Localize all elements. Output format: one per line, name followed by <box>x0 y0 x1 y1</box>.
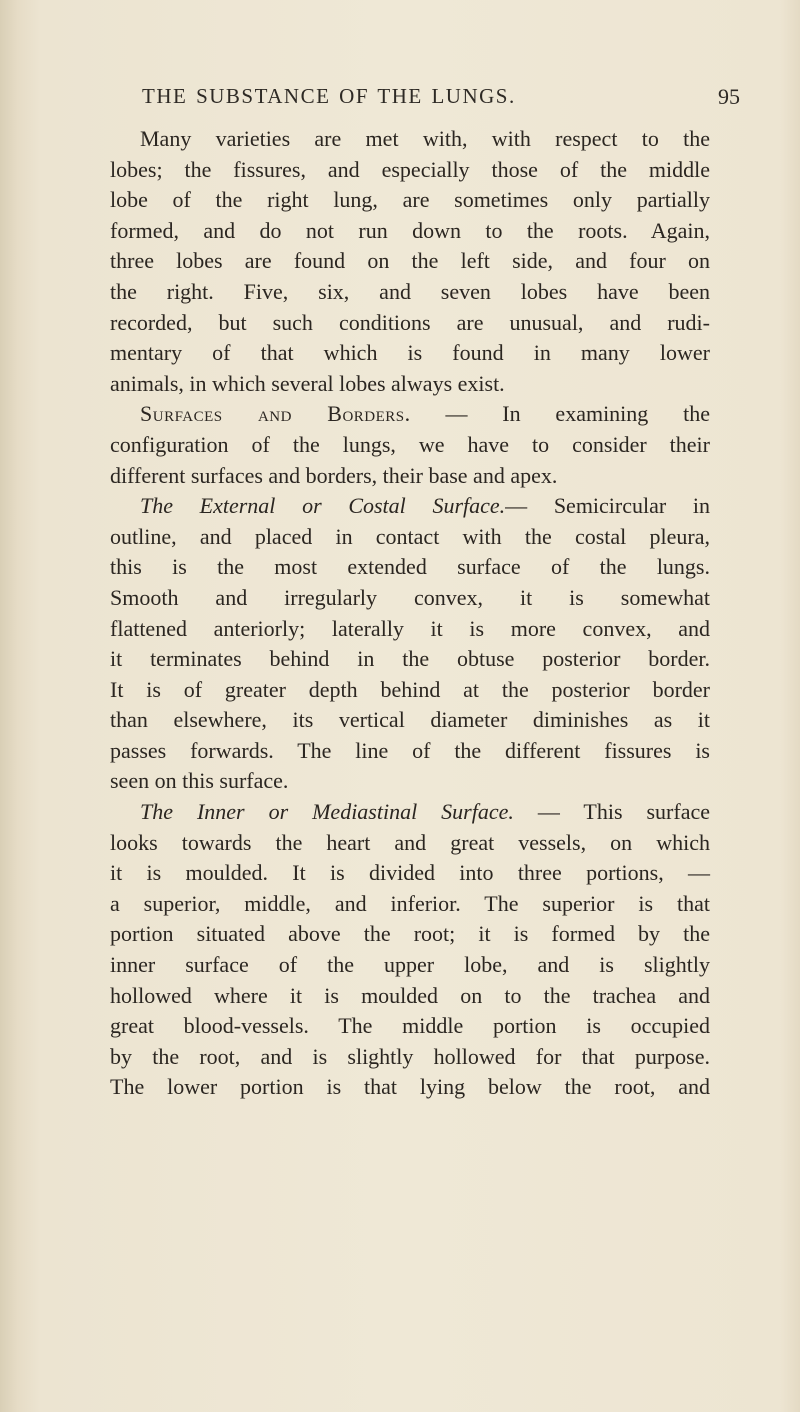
text-line: three lobes are found on the left side, and four on <box>110 248 710 274</box>
text-line: mentary of that which is found in many lower <box>110 340 710 366</box>
text-line: lobes; the fissures, and especially those of the middle <box>110 156 710 182</box>
text-line: configuration of the lungs, we have to consider their <box>110 431 710 457</box>
text-line: the right. Five, six, and seven lobes have been <box>110 278 710 304</box>
subsection-heading: The External or Costal Surface. <box>140 493 506 519</box>
text-line: It is of greater depth behind at the posterior border <box>110 676 710 702</box>
text-run: — In examining the <box>410 401 710 427</box>
text-run: — Semicircular in <box>505 493 710 519</box>
text-line: hollowed where it is moulded on to the trachea and <box>110 982 710 1008</box>
text-line: flattened anteriorly; laterally it is more convex, and <box>110 615 710 641</box>
text-line: a superior, middle, and inferior. The superior is that <box>110 890 710 916</box>
text-line: looks towards the heart and great vessels, on which <box>110 829 710 855</box>
body-text <box>110 124 710 1103</box>
text-line <box>110 797 710 828</box>
text-line: outline, and placed in contact with the costal pleura, <box>110 523 710 549</box>
running-head <box>120 84 740 116</box>
text-line: it is moulded. It is divided into three portions, — <box>110 860 710 886</box>
text-line: lobe of the right lung, are sometimes only partially <box>110 187 710 213</box>
text-line: recorded, but such conditions are unusual, and rudi- <box>110 309 710 335</box>
subsection-heading: The Inner or Mediastinal Surface. <box>140 799 514 825</box>
running-title: THE SUBSTANCE OF THE LUNGS. <box>142 84 516 108</box>
text-line: than elsewhere, its vertical diameter diminishes as it <box>110 707 710 733</box>
text-line: passes forwards. The line of the different fissures is <box>110 737 710 763</box>
text-line: animals, in which several lobes always exist. <box>110 370 505 396</box>
text-line: formed, and do not run down to the roots. Again, <box>110 217 710 243</box>
text-line <box>110 491 710 522</box>
text-line: Many varieties are met with, with respect to the <box>140 126 710 151</box>
page-number: 95 <box>718 84 740 109</box>
text-line <box>110 399 710 430</box>
text-line: it terminates behind in the obtuse posterior border. <box>110 646 710 672</box>
text-line: this is the most extended surface of the lungs. <box>110 554 710 580</box>
text-line: seen on this surface. <box>110 768 289 794</box>
text-line: Smooth and irregularly convex, it is somewhat <box>110 584 710 610</box>
section-heading: Surfaces and Borders. <box>140 401 411 427</box>
text-line: portion situated above the root; it is formed by the <box>110 921 710 947</box>
text-run: — This surface <box>513 799 710 825</box>
text-line: great blood-vessels. The middle portion is occupied <box>110 1013 710 1039</box>
text-line: inner surface of the upper lobe, and is slightly <box>110 952 710 978</box>
text-line: by the root, and is slightly hollowed for that purpose. <box>110 1043 710 1069</box>
text-line: different surfaces and borders, their base and apex. <box>110 462 558 488</box>
text-line: The lower portion is that lying below the root, and <box>110 1074 710 1100</box>
